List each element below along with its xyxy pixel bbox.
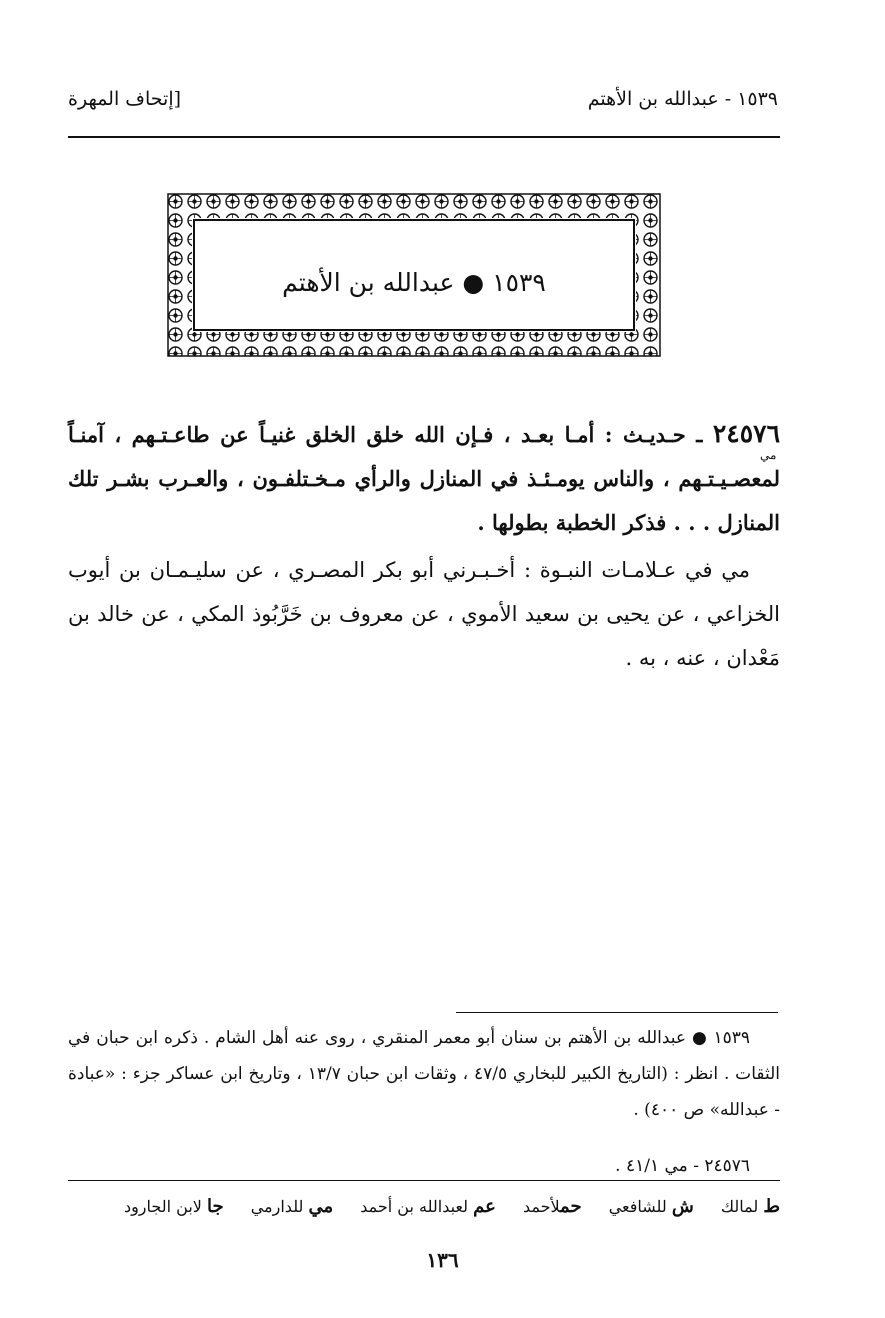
page-number: ١٣٦	[426, 1248, 459, 1272]
abbreviation-key	[68, 1192, 780, 1222]
section-title: ١٥٣٩ ● عبدالله بن الأهتم	[282, 268, 546, 297]
key-item: ش للشافعي	[608, 1196, 694, 1217]
key-item: مي للدارمي	[250, 1196, 334, 1217]
key-item: عم لعبدالله بن أحمد	[360, 1196, 496, 1217]
hadith-number: ٢٤٥٧٦	[712, 419, 780, 448]
running-header	[68, 88, 778, 120]
margin-source-code: مي	[760, 448, 777, 462]
hadith-text: ـ حـديـث : أمـا بعـد ، فـإن الله خلق الخلق غنيـاً عن طاعـتـهم ، آمنـاً لمعصـيـتـهم ، والناس يومـئـذ في المنازل والرأي مـخـتلفـون ، والعـرب بشـر تلك المنازل . . . فذكر الخطبة بطولها .	[68, 422, 780, 535]
footnote-rule	[456, 1012, 778, 1013]
header-rule	[68, 136, 780, 138]
key-item: جا لابن الجارود	[123, 1196, 224, 1217]
key-item: حملأحمد	[522, 1196, 582, 1217]
hadith-paragraph	[68, 412, 780, 545]
footnote-reference: ٢٤٥٧٦ - مي ٤١/١ .	[615, 1156, 750, 1176]
footnote-biography-text: ١٥٣٩ ● عبدالله بن الأهتم بن سنان أبو معمر المنقري ، روى عنه أهل الشام . ذكره ابن حبان في الثقات . انظر : (التاريخ الكبير للبخاري ٤٧/٥ ، وثقات ابن حبان ١٣/٧ ، وتاريخ ابن عساكر جزء : «عبادة - عبدالله» ص ٤٠٠) .	[68, 1028, 781, 1120]
isnad-text: مي في عـلامـات النبـوة : أخـبـرني أبو بكر المصـري ، عن سليـمـان بن أيوب الخزاعي ، عن يحيى بن سعيد الأموي ، عن معروف بن خَرَّبُوذ المكي ، عن خالد بن مَعْدان ، عنه ، به .	[68, 558, 780, 670]
header-chapter-title: ١٥٣٩ - عبدالله بن الأهتم	[587, 88, 778, 110]
header-book-title: [إتحاف المهرة	[68, 88, 182, 110]
isnad-paragraph	[68, 548, 780, 680]
key-item: ط لمالك	[720, 1196, 780, 1217]
key-rule	[68, 1180, 780, 1181]
footnote-biography	[68, 1020, 780, 1128]
